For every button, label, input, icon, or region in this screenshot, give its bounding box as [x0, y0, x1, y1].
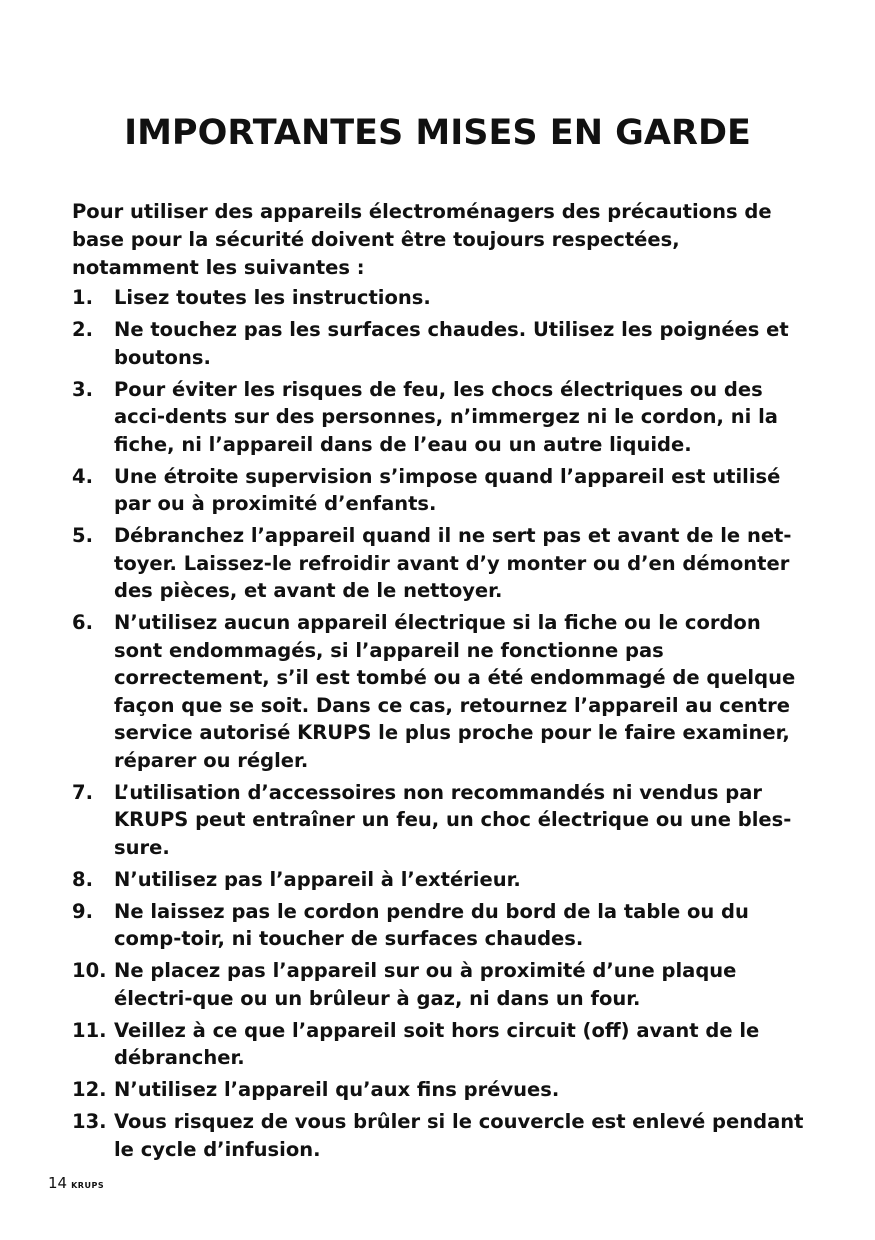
page-number: 14: [48, 1174, 68, 1192]
page-footer: [48, 1174, 104, 1192]
item-number: 4.: [72, 464, 93, 488]
item-text: N’utilisez aucun appareil électrique si la fiche ou le cordon sont endommagés, si l’appareil ne fonctionne pas correctement, s’il est tombé ou a été endommagé de quelque façon que se soit. Dans ce cas, retournez l’appareil au centre service autorisé KRUPS le plus proche pour le faire examiner, réparer ou régler.: [114, 611, 796, 772]
list-item: [72, 957, 810, 1012]
item-number: 13.: [72, 1110, 107, 1133]
item-number: 12.: [72, 1078, 107, 1101]
item-text: N’utilisez l’appareil qu’aux fins prévues.: [114, 1078, 560, 1101]
item-text: Ne laissez pas le cordon pendre du bord de la table ou du comp-toir, ni toucher de surfaces chaudes.: [114, 899, 749, 950]
list-item: [72, 316, 810, 371]
item-number: 1.: [72, 286, 93, 309]
item-text: Ne touchez pas les surfaces chaudes. Utilisez les poignées et boutons.: [114, 318, 789, 369]
item-number: 7.: [72, 780, 93, 804]
list-item: [72, 866, 810, 894]
list-item: [72, 376, 810, 459]
brand-logo: KRUPS: [71, 1181, 105, 1190]
item-text: Ne placez pas l’appareil sur ou à proximité d’une plaque électri-que ou un brûleur à gaz, ni dans un four.: [114, 959, 737, 1010]
list-item: [72, 898, 810, 953]
list-item: [72, 284, 810, 312]
item-number: 6.: [72, 611, 93, 634]
item-text: Vous risquez de vous brûler si le couvercle est enlevé pendant le cycle d’infusion.: [114, 1110, 804, 1161]
item-text: Pour éviter les risques de feu, les chocs électriques ou des acci-dents sur des personnes, n’immergez ni le cordon, ni la fiche, ni l’appareil dans de l’eau ou un autre liquide.: [114, 377, 778, 456]
item-text: Une étroite supervision s’impose quand l’appareil est utilisé par ou à proximité d’enfants.: [114, 464, 781, 515]
page-title: IMPORTANTES MISES EN GARDE: [124, 113, 751, 153]
warnings-list: [72, 284, 810, 1168]
item-text: Débranchez l’appareil quand il ne sert pas et avant de le net-toyer. Laissez-le refroidir avant d’y monter ou d’en démonter des pièces, et avant de le nettoyer.: [114, 524, 792, 602]
list-item: [72, 1108, 810, 1163]
item-text: Lisez toutes les instructions.: [114, 286, 431, 309]
list-item: [72, 1076, 810, 1104]
list-item: [72, 1017, 810, 1072]
list-item: [72, 779, 810, 862]
list-item: [72, 522, 810, 605]
list-item: [72, 609, 810, 774]
item-text: L’utilisation d’accessoires non recommandés ni vendus par KRUPS peut entraîner un feu, un choc électrique ou une bles-sure.: [114, 780, 792, 859]
item-number: 9.: [72, 899, 93, 923]
item-number: 2.: [72, 318, 93, 341]
item-number: 5.: [72, 524, 93, 547]
item-number: 8.: [72, 867, 93, 891]
intro-paragraph: Pour utiliser des appareils électroménagers des précautions de base pour la sécurité doivent être toujours respectées, notamment les suivantes :: [72, 200, 772, 279]
item-number: 10.: [72, 959, 107, 982]
item-number: 11.: [72, 1018, 107, 1042]
item-text: Veillez à ce que l’appareil soit hors circuit (off) avant de le débrancher.: [114, 1018, 760, 1069]
item-text: N’utilisez pas l’appareil à l’extérieur.: [114, 867, 521, 891]
item-number: 3.: [72, 377, 93, 401]
list-item: [72, 463, 810, 518]
